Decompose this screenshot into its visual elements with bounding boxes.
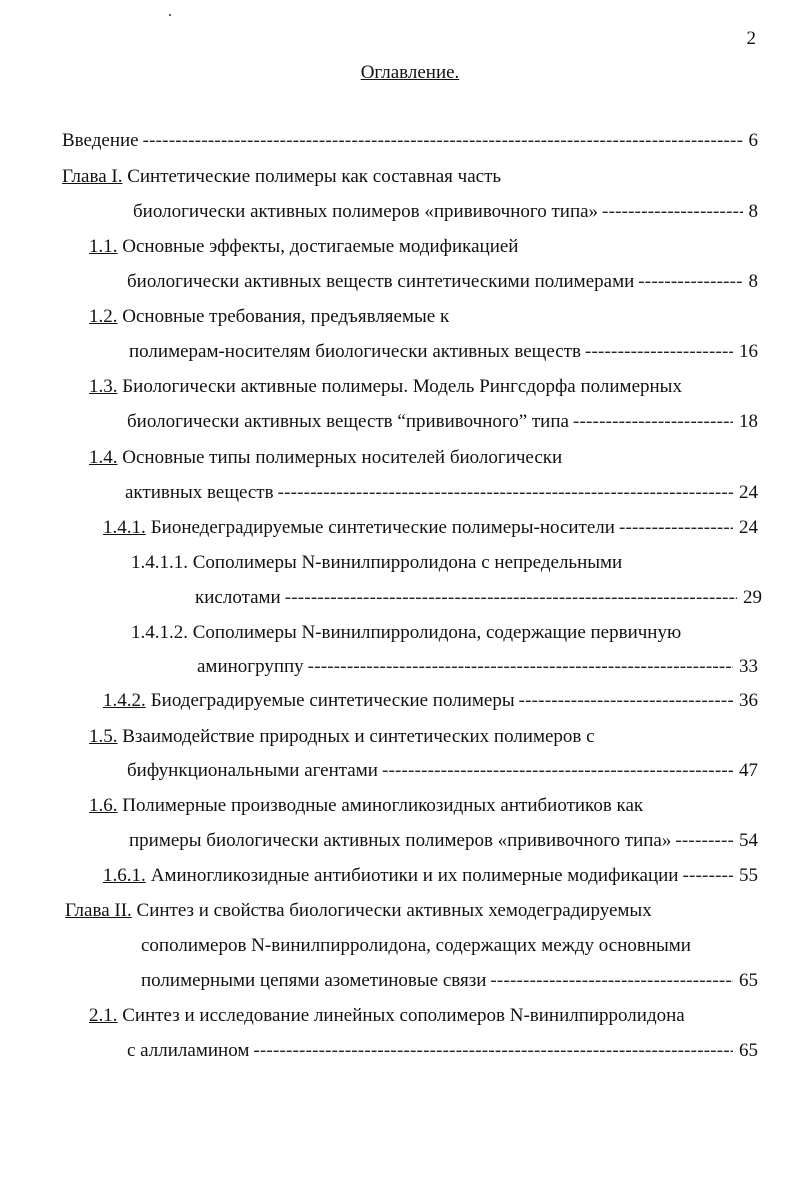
page-title: Оглавление. (360, 62, 460, 83)
toc-label: Бионедеградируемые синтетические полимеры-носители (150, 517, 615, 538)
toc-entry-1-3-line1[interactable] (89, 375, 682, 399)
toc-label: полимерам-носителям биологически активных веществ (129, 341, 581, 362)
toc-page: 33 (739, 656, 758, 677)
toc-label: Основные требования, предъявляемые к (122, 306, 450, 327)
toc-entry-ch2-line2[interactable] (141, 934, 691, 958)
toc-label: Синтетические полимеры как составная часть (127, 166, 502, 187)
toc-number: 1.6.1. (103, 865, 146, 886)
toc-page: 65 (739, 1040, 758, 1061)
toc-entry-1-5-line2[interactable] (127, 759, 758, 783)
toc-page: 65 (739, 970, 758, 991)
toc-label: биологически активных веществ “прививочного” типа (127, 411, 569, 432)
toc-number: 1.4.2. (103, 690, 146, 711)
toc-entry-1-4-1-2-line1[interactable] (131, 621, 681, 645)
page-number: 2 (746, 28, 756, 49)
toc-entry-1-4-line1[interactable] (89, 446, 562, 470)
toc-page: 18 (739, 411, 758, 432)
toc-label: Основные эффекты, достигаемые модификацией (122, 236, 519, 257)
dot-leader (519, 689, 733, 713)
dot-leader (308, 655, 733, 679)
dot-leader (278, 481, 733, 505)
toc-entry-1-4-1-2-line2[interactable] (197, 655, 758, 679)
toc-number: 1.4.1.2. (131, 622, 188, 643)
toc-entry-1-2-line2[interactable] (129, 340, 758, 364)
toc-page: 24 (739, 517, 758, 538)
dot-leader (490, 969, 733, 993)
toc-entry-1-4-1-1-line2[interactable] (195, 586, 762, 610)
toc-page: 24 (739, 482, 758, 503)
toc-number: 1.4.1. (103, 517, 146, 538)
toc-entry-ch2-line1[interactable] (65, 899, 652, 923)
dot-leader (619, 516, 733, 540)
toc-entry-2-1-line2[interactable] (127, 1039, 758, 1063)
toc-entry-1-1-line1[interactable] (89, 235, 518, 259)
toc-entry-1-6-1[interactable] (103, 864, 758, 888)
toc-label: аминогруппу (197, 656, 304, 677)
toc-page: 47 (739, 760, 758, 781)
toc-label: с аллиламином (127, 1040, 250, 1061)
toc-entry-1-6-line1[interactable] (89, 794, 643, 818)
toc-entry-1-5-line1[interactable] (89, 725, 595, 749)
toc-entry-1-6-line2[interactable] (129, 829, 758, 853)
toc-entry-1-4-1-1-line1[interactable] (131, 551, 622, 575)
dot-leader (253, 1039, 733, 1063)
toc-entry-1-4-line2[interactable] (125, 481, 758, 505)
toc-label: сополимеров N-винилпирролидона, содержащих между основными (141, 935, 691, 956)
toc-number: 1.2. (89, 306, 118, 327)
toc-number: 1.6. (89, 795, 118, 816)
toc-label: Синтез и свойства биологически активных хемодеградируемых (136, 900, 652, 921)
toc-page: 16 (739, 341, 758, 362)
dot-leader (585, 340, 733, 364)
toc-number: Глава I. (62, 166, 123, 187)
toc-entry-intro[interactable] (62, 129, 758, 153)
toc-label: примеры биологически активных полимеров «прививочного типа» (129, 830, 672, 851)
toc-label: активных веществ (125, 482, 274, 503)
toc-number: Глава II. (65, 900, 132, 921)
toc-number: 1.4. (89, 447, 118, 468)
toc-label: кислотами (195, 587, 281, 608)
dot-leader (602, 200, 742, 224)
dot-leader (675, 829, 733, 853)
toc-label: Биологически активные полимеры. Модель Рингсдорфа полимерных (122, 376, 682, 397)
toc-page: 55 (739, 865, 758, 886)
toc-number: 1.1. (89, 236, 118, 257)
toc-label: Синтез и исследование линейных сополимеров N-винилпирролидона (122, 1005, 685, 1026)
toc-number: 1.3. (89, 376, 118, 397)
toc-entry-ch2-line3[interactable] (141, 969, 758, 993)
dot-leader (382, 759, 733, 783)
dot-leader (638, 270, 742, 294)
dot-leader (682, 864, 733, 888)
toc-number: 2.1. (89, 1005, 118, 1026)
toc-page: 29 (743, 587, 762, 608)
toc-entry-2-1-line1[interactable] (89, 1004, 685, 1028)
toc-entry-1-1-line2[interactable] (127, 270, 758, 294)
toc-number: 1.4.1.1. (131, 552, 188, 573)
toc-entry-1-2-line1[interactable] (89, 305, 449, 329)
toc-page: 54 (739, 830, 758, 851)
toc-label: бифункциональными агентами (127, 760, 378, 781)
toc-entry-1-4-2[interactable] (103, 689, 758, 713)
toc-label: полимерными цепями азометиновые связи (141, 970, 487, 991)
toc-page: 6 (748, 130, 758, 151)
toc-label: Аминогликозидные антибиотики и их полимерные модификации (150, 865, 679, 886)
dot-leader (285, 586, 737, 610)
toc-page: 8 (748, 271, 758, 292)
toc-label: Сополимеры N-винилпирролидона с непредельными (192, 552, 623, 573)
toc-number: 1.5. (89, 726, 118, 747)
toc-entry-ch1-line2[interactable] (133, 200, 758, 224)
toc-label: биологически активных веществ синтетическими полимерами (127, 271, 635, 292)
toc-entry-1-3-line2[interactable] (127, 410, 758, 434)
toc-label: Биодеградируемые синтетические полимеры (150, 690, 515, 711)
toc-label: Полимерные производные аминогликозидных антибиотиков как (122, 795, 644, 816)
toc-label: Взаимодействие природных и синтетических полимеров с (122, 726, 595, 747)
toc-label: биологически активных полимеров «прививочного типа» (133, 201, 599, 222)
dot-leader (573, 410, 733, 434)
toc-label: Основные типы полимерных носителей биологически (122, 447, 563, 468)
dot-leader (143, 129, 743, 153)
toc-entry-1-4-1[interactable] (103, 516, 758, 540)
toc-label: Сополимеры N-винилпирролидона, содержащие первичную (192, 622, 682, 643)
toc-page: 36 (739, 690, 758, 711)
toc-page: 8 (748, 201, 758, 222)
toc-entry-ch1-line1[interactable] (62, 165, 501, 189)
scan-speck (169, 14, 171, 16)
toc-label: Введение (62, 130, 139, 151)
